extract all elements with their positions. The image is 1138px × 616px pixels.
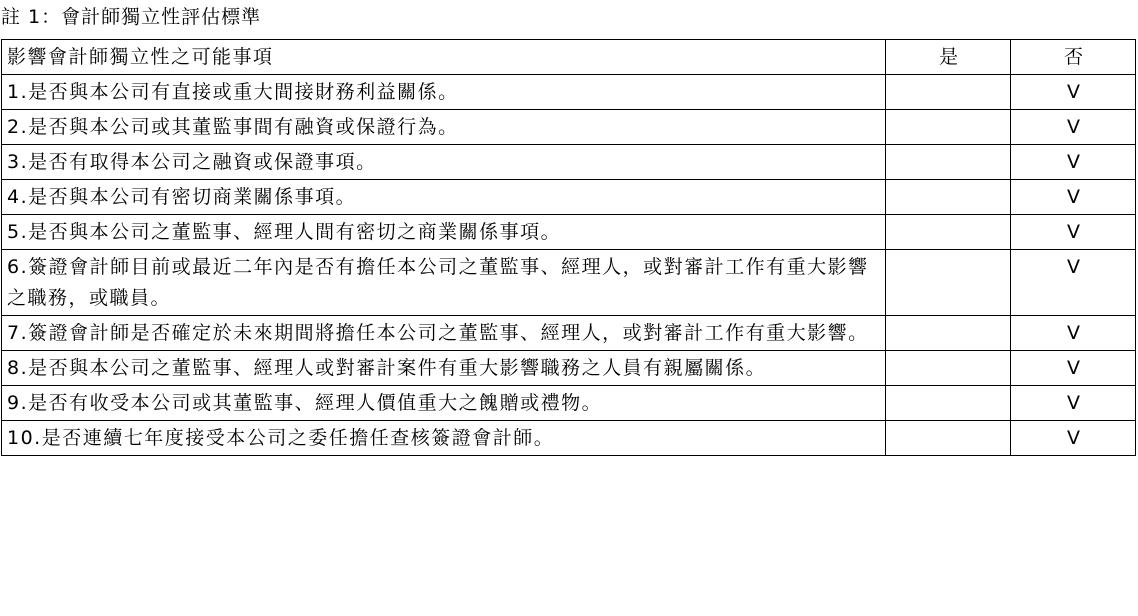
table-row <box>2 351 1136 386</box>
item-text: 1.是否與本公司有直接或重大間接財務利益關係。 <box>2 75 886 110</box>
item-text: 8.是否與本公司之董監事、經理人或對審計案件有重大影響職務之人員有親屬關係。 <box>2 351 886 386</box>
table-header-row <box>2 40 1136 75</box>
table-row <box>2 215 1136 250</box>
yes-mark <box>886 75 1011 110</box>
no-mark: V <box>1011 145 1136 180</box>
no-mark: V <box>1011 110 1136 145</box>
yes-mark <box>886 316 1011 351</box>
item-text: 5.是否與本公司之董監事、經理人間有密切之商業關係事項。 <box>2 215 886 250</box>
no-mark: V <box>1011 386 1136 421</box>
table-row <box>2 180 1136 215</box>
table-row <box>2 316 1136 351</box>
no-mark: V <box>1011 351 1136 386</box>
independence-criteria-table <box>1 39 1136 456</box>
note-title: 註 1：會計師獨立性評估標準 <box>1 6 262 28</box>
table-row <box>2 145 1136 180</box>
yes-mark <box>886 215 1011 250</box>
header-no: 否 <box>1011 40 1136 75</box>
no-mark: V <box>1011 250 1136 316</box>
no-mark: V <box>1011 316 1136 351</box>
header-yes: 是 <box>886 40 1011 75</box>
item-text: 4.是否與本公司有密切商業關係事項。 <box>2 180 886 215</box>
table-row <box>2 421 1136 456</box>
item-text: 6.簽證會計師目前或最近二年內是否有擔任本公司之董監事、經理人，或對審計工作有重大影響之職務，或職員。 <box>2 250 886 316</box>
table-row <box>2 110 1136 145</box>
table-row <box>2 250 1136 316</box>
no-mark: V <box>1011 421 1136 456</box>
yes-mark <box>886 421 1011 456</box>
no-mark: V <box>1011 180 1136 215</box>
yes-mark <box>886 180 1011 215</box>
table-row <box>2 386 1136 421</box>
yes-mark <box>886 386 1011 421</box>
item-text: 3.是否有取得本公司之融資或保證事項。 <box>2 145 886 180</box>
item-text: 10.是否連續七年度接受本公司之委任擔任查核簽證會計師。 <box>2 421 886 456</box>
header-item: 影響會計師獨立性之可能事項 <box>2 40 886 75</box>
yes-mark <box>886 351 1011 386</box>
yes-mark <box>886 250 1011 316</box>
yes-mark <box>886 145 1011 180</box>
item-text: 9.是否有收受本公司或其董監事、經理人價值重大之餽贈或禮物。 <box>2 386 886 421</box>
item-text: 7.簽證會計師是否確定於未來期間將擔任本公司之董監事、經理人，或對審計工作有重大影響。 <box>2 316 886 351</box>
no-mark: V <box>1011 75 1136 110</box>
item-text: 2.是否與本公司或其董監事間有融資或保證行為。 <box>2 110 886 145</box>
no-mark: V <box>1011 215 1136 250</box>
yes-mark <box>886 110 1011 145</box>
table-row <box>2 75 1136 110</box>
